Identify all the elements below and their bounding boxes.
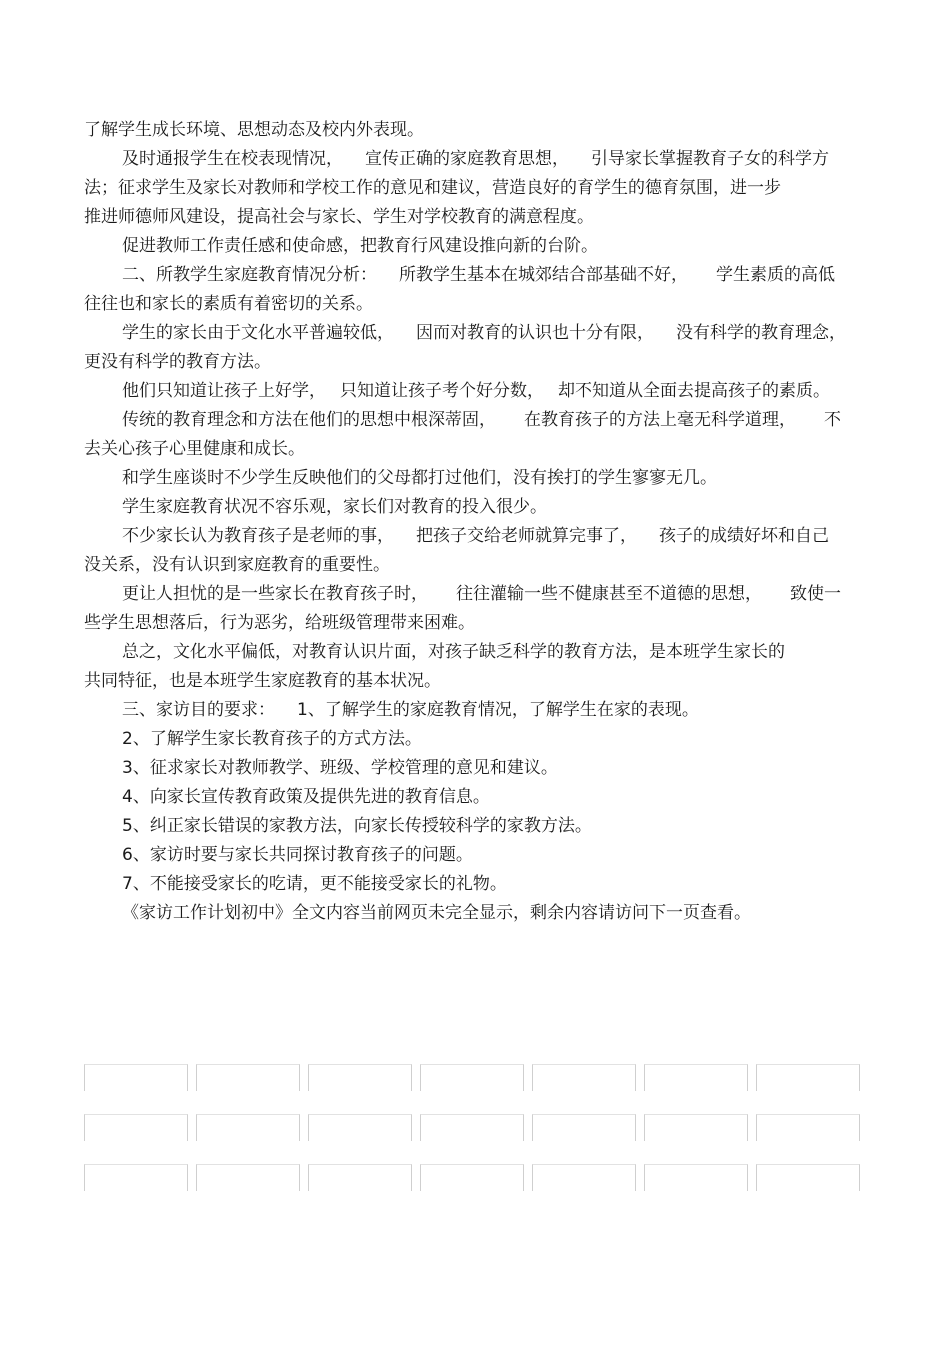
grid-cell [420, 1064, 524, 1091]
list-item: 5、纠正家长错误的家教方法，向家长传授较科学的家教方法。 [122, 816, 592, 836]
paragraph-line: 去关心孩子心里健康和成长。 [84, 439, 305, 459]
list-item: 4、向家长宣传教育政策及提供先进的教育信息。 [122, 787, 490, 807]
paragraph-line: 学生的家长由于文化水平普遍较低， 因而对教育的认识也十分有限， 没有科学的教育理念， [122, 323, 846, 343]
grid-cell [308, 1164, 412, 1191]
paragraph-line: 更让人担忧的是一些家长在教育孩子时， 往往灌输一些不健康甚至不道德的思想， 致使一 [122, 584, 841, 604]
paragraph-line: 传统的教育理念和方法在他们的思想中根深蒂固， 在教育孩子的方法上毫无科学道理， 不 [122, 410, 841, 430]
grid-cell [756, 1064, 860, 1091]
grid-cell [84, 1114, 188, 1141]
grid-cell [84, 1164, 188, 1191]
list-item: 6、家访时要与家长共同探讨教育孩子的问题。 [122, 845, 473, 865]
paragraph-line: 和学生座谈时不少学生反映他们的父母都打过他们，没有挨打的学生寥寥无几。 [122, 468, 717, 488]
section-heading-line: 三、家访目的要求： 1、了解学生的家庭教育情况，了解学生在家的表现。 [122, 700, 699, 720]
paragraph-line: 促进教师工作责任感和使命感，把教育行风建设推向新的台阶。 [122, 236, 598, 256]
continuation-notice: 《家访工作计划初中》全文内容当前网页未完全显示，剩余内容请访问下一页查看。 [122, 903, 751, 923]
grid-cell [644, 1064, 748, 1091]
grid-cell [196, 1164, 300, 1191]
grid-cell [532, 1114, 636, 1141]
paragraph-line: 法；征求学生及家长对教师和学校工作的意见和建议，营造良好的育学生的德育氛围，进一步 [84, 178, 781, 198]
grid-row [84, 1164, 864, 1191]
document-body [84, 116, 864, 928]
grid-cell [196, 1064, 300, 1091]
paragraph-line: 更没有科学的教育方法。 [84, 352, 271, 372]
grid-cell [84, 1064, 188, 1091]
paragraph-line: 推进师德师风建设，提高社会与家长、学生对学校教育的满意程度。 [84, 207, 594, 227]
paragraph-line: 没关系，没有认识到家庭教育的重要性。 [84, 555, 390, 575]
grid-cell [644, 1164, 748, 1191]
grid-cell [420, 1164, 524, 1191]
list-item: 7、不能接受家长的吃请，更不能接受家长的礼物。 [122, 874, 507, 894]
grid-row [84, 1114, 864, 1141]
paragraph-line: 不少家长认为教育孩子是老师的事， 把孩子交给老师就算完事了， 孩子的成绩好坏和自己 [122, 526, 829, 546]
paragraph-line: 共同特征，也是本班学生家庭教育的基本状况。 [84, 671, 441, 691]
list-item: 3、征求家长对教师教学、班级、学校管理的意见和建议。 [122, 758, 558, 778]
grid-cell [532, 1064, 636, 1091]
paragraph-line: 了解学生成长环境、思想动态及校内外表现。 [84, 120, 424, 140]
grid-row [84, 1064, 864, 1091]
grid-cell [308, 1064, 412, 1091]
grid-cell [308, 1114, 412, 1141]
paragraph-line: 学生家庭教育状况不容乐观，家长们对教育的投入很少。 [122, 497, 547, 517]
grid-cell [644, 1114, 748, 1141]
list-item: 2、了解学生家长教育孩子的方式方法。 [122, 729, 422, 749]
section-heading-line: 二、所教学生家庭教育情况分析： 所教学生基本在城郊结合部基础不好， 学生素质的高低 [122, 265, 835, 285]
paragraph-line: 他们只知道让孩子上好学， 只知道让孩子考个好分数， 却不知道从全面去提高孩子的素质。 [122, 381, 830, 401]
grid-cell [756, 1164, 860, 1191]
paragraph-line: 及时通报学生在校表现情况， 宣传正确的家庭教育思想， 引导家长掌握教育子女的科学方 [122, 149, 829, 169]
paragraph-line: 往往也和家长的素质有着密切的关系。 [84, 294, 373, 314]
grid-cell [756, 1114, 860, 1141]
empty-grid-table [84, 1064, 864, 1214]
paragraph-line: 些学生思想落后，行为恶劣，给班级管理带来困难。 [84, 613, 475, 633]
paragraph-line: 总之，文化水平偏低，对教育认识片面，对孩子缺乏科学的教育方法，是本班学生家长的 [122, 642, 785, 662]
grid-cell [532, 1164, 636, 1191]
grid-cell [420, 1114, 524, 1141]
grid-cell [196, 1114, 300, 1141]
